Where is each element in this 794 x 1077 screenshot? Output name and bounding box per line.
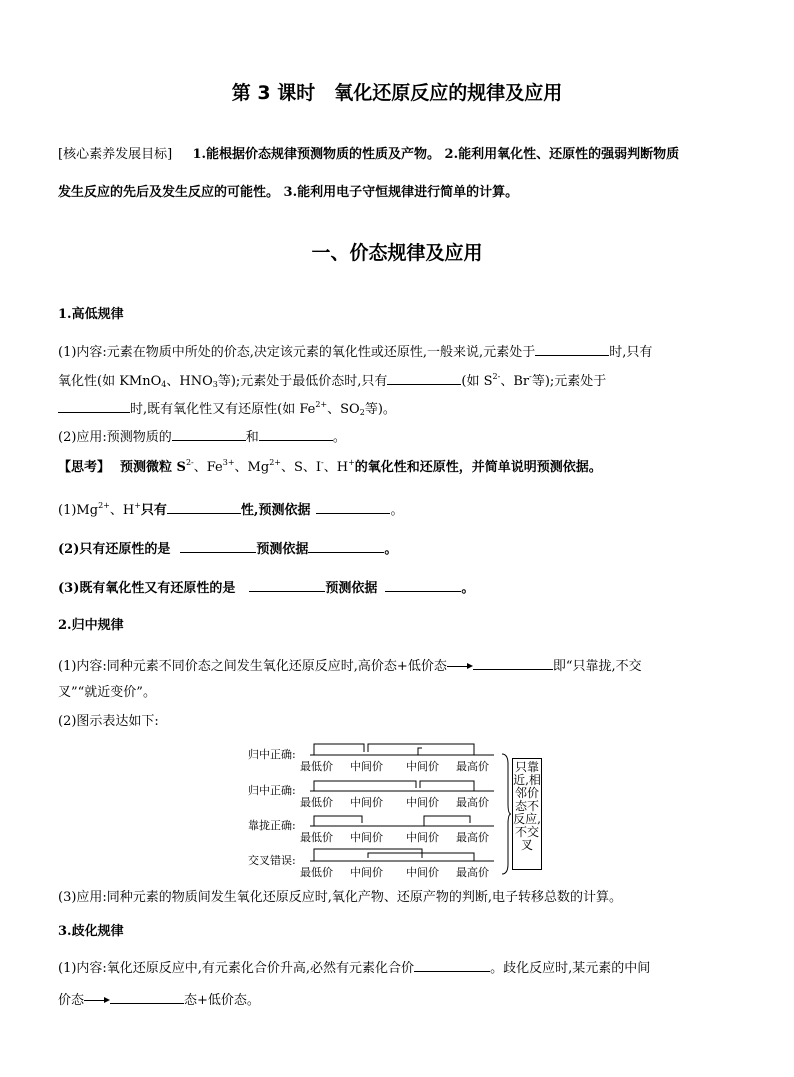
think-q2: (2)只有还原性的是 预测依据 。 [58, 539, 397, 559]
rule1-content-line3: 时,既有氧化性又有还原性(如 $Fe^{2+}$、$SO_2$等)。 [58, 399, 396, 419]
core-goals-line2: 发生反应的先后及发生反应的可能性。 3.能利用电子守恒规律进行简单的计算。 [58, 185, 519, 200]
core-goals-line1: [核心素养发展目标] 1.能根据价态规律预测物质的性质及产物。 2.能利用氧化性、还原性的强弱判断物质 [58, 147, 680, 162]
answer-blank[interactable] [249, 578, 325, 592]
answer-blank[interactable] [385, 578, 461, 592]
answer-blank[interactable] [414, 958, 490, 972]
diagram-row-label: 归中正确: [248, 748, 296, 761]
rule3-content-line2: 价态 态+低价态。 [58, 990, 260, 1010]
answer-blank[interactable] [58, 399, 130, 413]
diagram-note: 只靠近,相邻价态不反应,不交叉 [512, 758, 542, 870]
page-title: 第 3 课时 氧化还原反应的规律及应用 [231, 82, 563, 104]
answer-blank[interactable] [167, 500, 241, 514]
think-q3: (3)既有氧化性又有还原性的是 预测依据 。 [58, 578, 474, 598]
rule2-apply: (3)应用:同种元素的物质间发生氧化还原反应时,氧化产物、还原产物的判断,电子转移总数的计算。 [58, 890, 623, 905]
rule1-apply: (2)应用:预测物质的 和 。 [58, 427, 346, 447]
rule2-content-line2: 叉”“就近变价”。 [58, 685, 156, 700]
answer-blank[interactable] [473, 656, 553, 670]
answer-blank[interactable] [308, 539, 384, 553]
answer-blank[interactable] [387, 371, 461, 385]
rule2-title: 2.归中规律 [58, 618, 124, 633]
think-q1: $(1)Mg^{2+}$、H+只有 性,预测依据 。 [58, 501, 404, 518]
right-arrow-icon [84, 996, 110, 1006]
answer-blank[interactable] [180, 539, 256, 553]
section-heading: 一、价态规律及应用 [311, 242, 483, 264]
right-arrow-icon [447, 662, 473, 672]
diagram-row-label: 归中正确: [248, 784, 296, 797]
diagram-row-label: 交叉错误: [248, 854, 296, 867]
answer-blank[interactable] [110, 990, 184, 1004]
rule1-title: 1.高低规律 [58, 307, 124, 322]
rule3-content-line1: (1)内容:氧化还原反应中,有元素化合价升高,必然有元素化合价 。歧化反应时,某元素的中间 [58, 958, 650, 978]
rule1-content-line1: (1)内容:元素在物质中所处的价态,决定该元素的氧化性或还原性,一般来说,元素处于 时,只有 [58, 342, 652, 362]
diagram-row-label: 靠拢正确: [248, 819, 296, 832]
rule3-title: 3.歧化规律 [58, 924, 124, 939]
core-goals-label: [核心素养发展目标] [58, 147, 173, 162]
answer-blank[interactable] [172, 427, 246, 441]
think-prompt: 【思考】 预测微粒 $S^{2-}$、$Fe^{3+}$、$Mg^{2+}$、S、I-、H+的氧化性和还原性，并简单说明预测依据。 [58, 458, 602, 475]
answer-blank[interactable] [259, 427, 333, 441]
think-label: 【思考】 [58, 460, 111, 475]
answer-blank[interactable] [535, 342, 609, 356]
answer-blank[interactable] [316, 500, 390, 514]
rule2-diagram-caption: (2)图示表达如下: [58, 714, 159, 729]
diagram-brace [500, 752, 512, 876]
rule2-content-line1: (1)内容:同种元素不同价态之间发生氧化还原反应时,高价态+低价态 即“只靠拢,不交 [58, 656, 642, 676]
rule1-content-line2: 氧化性(如 KMnO$_4$、$HNO_3$等);元素处于最低价态时,只有 (如 $S^{2-}$、Br-等);元素处于 [58, 372, 607, 389]
